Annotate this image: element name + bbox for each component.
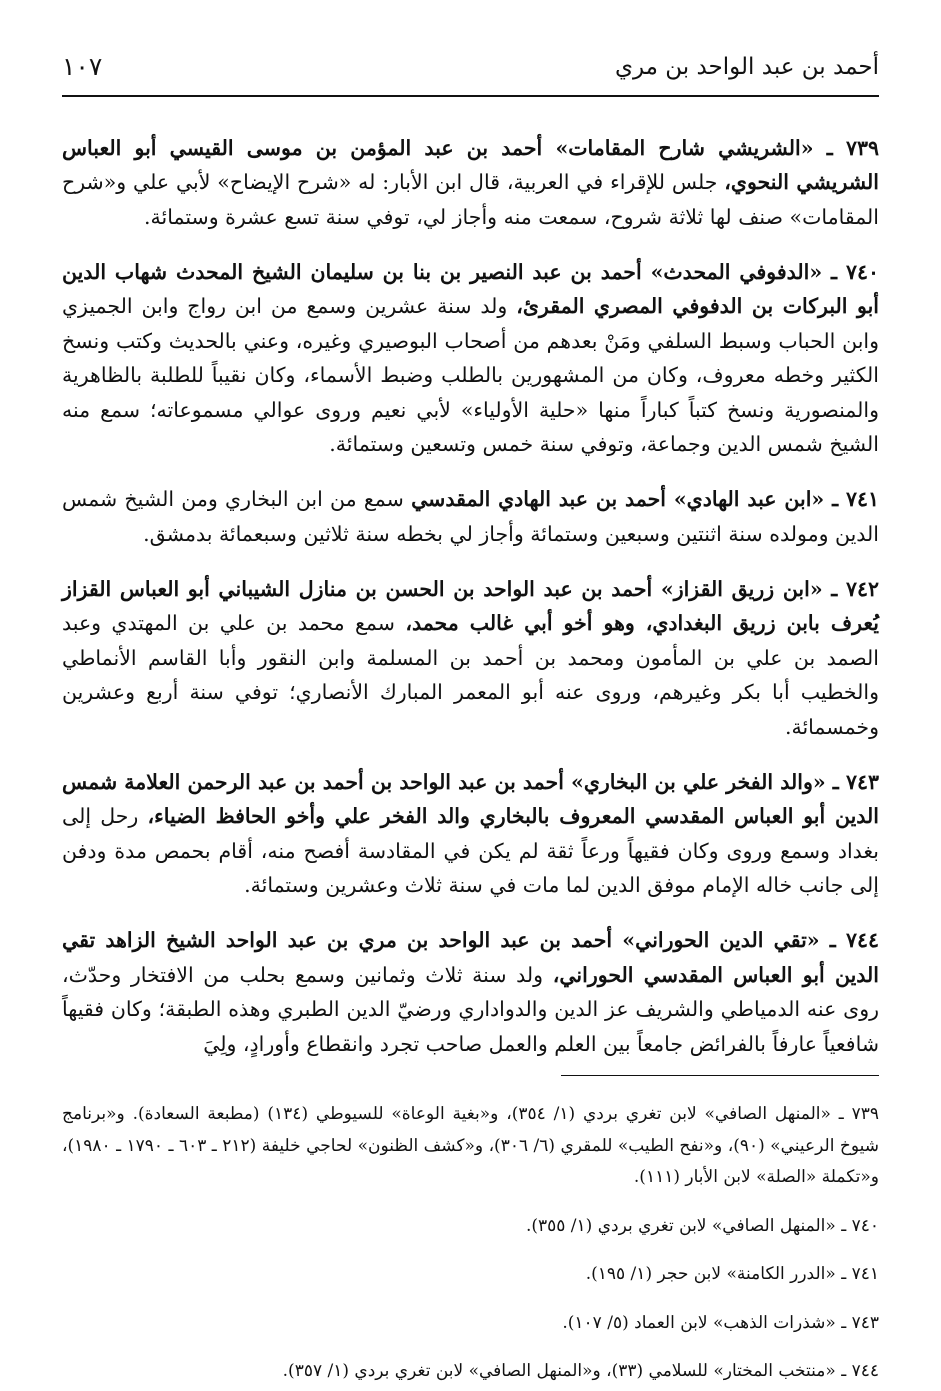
- entry-heading: «ابن عبد الهادي» أحمد بن عبد الهادي المقدسي: [411, 487, 825, 511]
- footnote-number: ٧٤٣: [851, 1312, 879, 1333]
- footnote-text: «منتخب المختار» للسلامي (٣٣)، و«المنهل الصافي» لابن تغري بردي (١/ ٣٥٧).: [282, 1361, 836, 1381]
- entry-text: سمع من ابن البخاري ومن الشيخ شمس الدين ومولده سنة اثنتين وسبعين وستمائة وأجاز لي بخطه سنة ثلاثين وسبعمائة بدمشق.: [62, 487, 879, 546]
- footnote-744: ٧٤٤ ـ «منتخب المختار» للسلامي (٣٣)، و«المنهل الصافي» لابن تغري بردي (١/ ٣٥٧).: [282, 1361, 879, 1381]
- footnotes: [62, 1082, 879, 1391]
- entry-text: جلس للإقراء في العربية، قال ابن الأبار: له «شرح الإيضاح» لأبي علي و«شرح المقامات» صنف لها ثلاثة شروح، سمعت منه وأجاز لي، توفي سنة تسع عشرة وستمائة.: [62, 170, 879, 229]
- entry-heading: «تقي الدين الحوراني» أحمد بن عبد الواحد بن مري بن عبد الواحد الشيخ الزاهد تقي الدين أبو العباس المقدسي الحوراني،: [62, 928, 879, 987]
- footnote-743: ٧٤٣ ـ «شذرات الذهب» لابن العماد (٥/ ١٠٧).: [562, 1312, 879, 1333]
- entry-text: ولد سنة عشرين وسمع من ابن رواج وابن الجميزي وابن الحباب وسبط السلفي ومَنْ بعدهم من أصحاب البوصيري وغيره، وعني بالحديث وكتب ونسخ الكثير وخطه معروف، وكان من المشهورين بالطلب وضبط الأسماء، وكان نقيباً للطلبة بالظاهرية والمنصورية ونسخ كتباً كباراً منها «حلية الأولياء» لأبي نعيم وروى عوالي مسموعاته؛ سمع منه الشيخ شمس الدين وجماعة، وتوفي سنة خمس وتسعين وستمائة.: [62, 294, 879, 456]
- entry-number: ٧٤١: [845, 487, 879, 511]
- entry-number: ٧٣٩: [845, 135, 879, 160]
- entry-741: ٧٤١ ـ «ابن عبد الهادي» أحمد بن عبد الهادي المقدسي سمع من ابن البخاري ومن الشيخ شمس الدين ومولده سنة اثنتين وسبعين وستمائة وأجاز لي بخطه سنة ثلاثين وسبعمائة بدمشق.: [62, 487, 879, 546]
- entry-740: ٧٤٠ ـ «الدفوفي المحدث» أحمد بن عبد النصير بن بنا بن سليمان الشيخ المحدث شهاب الدين أبو البركات بن الدفوفي المصري المقرئ، ولد سنة عشرين وسمع من ابن رواج وابن الجميزي وابن الحباب وسبط السلفي ومَنْ بعدهم من أصحاب البوصيري وغيره، وعني بالحديث وكتب ونسخ الكثير وخطه معروف، وكان من المشهورين بالطلب وضبط الأسماء، وكان نقيباً للطلبة بالظاهرية والمنصورية ونسخ كتباً كباراً منها «حلية الأولياء» لأبي نعيم وروى عوالي مسموعاته؛ سمع منه الشيخ شمس الدين وجماعة، وتوفي سنة خمس وتسعين وستمائة.: [62, 259, 879, 456]
- footnote-741: ٧٤١ ـ «الدرر الكامنة» لابن حجر (١/ ١٩٥).: [585, 1264, 879, 1284]
- footnote-740: ٧٤٠ ـ «المنهل الصافي» لابن تغري بردي (١/ ٣٥٥).: [525, 1215, 879, 1236]
- entry-number: ٧٤٤: [845, 928, 879, 952]
- entry-heading: «الدفوفي المحدث» أحمد بن عبد النصير بن بنا بن سليمان الشيخ المحدث شهاب الدين أبو البركات بن الدفوفي المصري المقرئ،: [62, 259, 879, 318]
- entry-744: ٧٤٤ ـ «تقي الدين الحوراني» أحمد بن عبد الواحد بن مري بن عبد الواحد الشيخ الزاهد تقي الدين أبو العباس المقدسي الحوراني، ولد سنة ثلاث وثمانين وسمع بحلب من الافتخار وحدّث، روى عنه الدمياطي والشريف عز الدين والدواداري ورضيّ الدين الطبري وهذه الطبقة؛ وكان فقيهاً شافعياً عارفاً بالفرائض جامعاً بين العلم والعمل صاحب تجرد وانقطاع وأورادٍ، ولِيَ: [62, 928, 879, 1056]
- footnote-number: ٧٤٠: [851, 1215, 879, 1236]
- entry-number: ٧٤٢: [845, 576, 879, 601]
- running-title: أحمد بن عبد الواحد بن مري: [614, 54, 879, 80]
- header-rule: [62, 95, 879, 97]
- entry-743: ٧٤٣ ـ «والد الفخر علي بن البخاري» أحمد بن عبد الواحد بن أحمد بن عبد الرحمن العلامة شمس الدين أبو العباس المقدسي المعروف بالبخاري والد الفخر علي وأخو الحافظ الضياء، رحل إلى بغداد وسمع وروى وكان فقيهاً ورعاً ثقة لم يكن في المقادسة أفصح منه، أقام بحمص مدة ودفن إلى جانب خاله الإمام موفق الدين لما مات في سنة ثلاث وعشرين وستمائة.: [62, 769, 879, 897]
- footnote-number: ٧٣٩: [851, 1104, 879, 1124]
- footnote-text: «شذرات الذهب» لابن العماد (٥/ ١٠٧).: [562, 1312, 836, 1333]
- entry-text: رحل إلى بغداد وسمع وروى وكان فقيهاً ورعاً ثقة لم يكن في المقادسة أفصح منه، أقام بحمص مدة ودفن إلى جانب خاله الإمام موفق الدين لما مات في سنة ثلاث وعشرين وستمائة.: [62, 804, 879, 897]
- entry-number: ٧٤٣: [845, 769, 879, 794]
- entry-text: سمع محمد بن علي بن المهتدي وعبد الصمد بن علي بن المأمون ومحمد بن أحمد بن المسلمة وابن النقور وأبا القاسم الأنماطي والخطيب أبا بكر وغيرهم، وروى عنه أبو المعمر المبارك الأنصاري؛ توفي سنة أربع وعشرين وخمسمائة.: [62, 611, 879, 739]
- footnote-text: «الدرر الكامنة» لابن حجر (١/ ١٩٥).: [585, 1264, 836, 1284]
- entry-heading: «الشريشي شارح المقامات» أحمد بن عبد المؤمن بن موسى القيسي أبو العباس الشريشي النحوي،: [62, 135, 879, 194]
- footnote-number: ٧٤٤: [851, 1361, 879, 1381]
- entry-number: ٧٤٠: [845, 259, 879, 284]
- entry-739: ٧٣٩ ـ «الشريشي شارح المقامات» أحمد بن عبد المؤمن بن موسى القيسي أبو العباس الشريشي النحوي، جلس للإقراء في العربية، قال ابن الأبار: له «شرح الإيضاح» لأبي علي و«شرح المقامات» صنف لها ثلاثة شروح، سمعت منه وأجاز لي، توفي سنة تسع عشرة وستمائة.: [62, 135, 879, 229]
- page-number: ١٠٧: [62, 52, 103, 81]
- entry-heading: «ابن زريق القزاز» أحمد بن عبد الواحد بن الحسن بن منازل الشيباني أبو العباس القزاز يُعرف بابن زريق البغدادي، وهو أخو أبي غالب محمد،: [62, 576, 879, 635]
- entry-text: ولد سنة ثلاث وثمانين وسمع بحلب من الافتخار وحدّث، روى عنه الدمياطي والشريف عز الدين والدواداري ورضيّ الدين الطبري وهذه الطبقة؛ وكان فقيهاً شافعياً عارفاً بالفرائض جامعاً بين العلم والعمل صاحب تجرد وانقطاع وأورادٍ، ولِيَ: [62, 962, 879, 1056]
- footnote-number: ٧٤١: [851, 1264, 879, 1284]
- footnote-rule: [561, 1075, 879, 1076]
- footnote-text: «المنهل الصافي» لابن تغري بردي (١/ ٣٥٤)، و«بغية الوعاة» للسيوطي (١٣٤) (مطبعة السعادة). و«برنامج شيوخ الرعيني» (٩٠)، و«نفح الطيب» للمقري (٦/ ٣٠٦)، و«كشف الظنون» لحاجي خليفة (٢١٢ ـ ٦٠٣ ـ ١٧٩٠ ـ ١٩٨٠)، و«تكملة «الصلة» لابن الأبار (١١١).: [62, 1104, 880, 1187]
- entry-742: ٧٤٢ ـ «ابن زريق القزاز» أحمد بن عبد الواحد بن الحسن بن منازل الشيباني أبو العباس القزاز يُعرف بابن زريق البغدادي، وهو أخو أبي غالب محمد، سمع محمد بن علي بن المهتدي وعبد الصمد بن علي بن المأمون ومحمد بن أحمد بن المسلمة وابن النقور وأبا القاسم الأنماطي والخطيب أبا بكر وغيرهم، وروى عنه أبو المعمر المبارك الأنصاري؛ توفي سنة أربع وعشرين وخمسمائة.: [62, 576, 879, 739]
- page-header: [62, 48, 879, 90]
- footnote-739: ٧٣٩ ـ «المنهل الصافي» لابن تغري بردي (١/ ٣٥٤)، و«بغية الوعاة» للسيوطي (١٣٤) (مطبعة السعادة). و«برنامج شيوخ الرعيني» (٩٠)، و«نفح الطيب» للمقري (٦/ ٣٠٦)، و«كشف الظنون» لحاجي خليفة (٢١٢ ـ ٦٠٣ ـ ١٧٩٠ ـ ١٩٨٠)، و«تكملة «الصلة» لابن الأبار (١١١).: [62, 1104, 880, 1187]
- entry-heading: «والد الفخر علي بن البخاري» أحمد بن عبد الواحد بن أحمد بن عبد الرحمن العلامة شمس الدين أبو العباس المقدسي المعروف بالبخاري والد الفخر علي وأخو الحافظ الضياء،: [62, 769, 879, 828]
- footnote-text: «المنهل الصافي» لابن تغري بردي (١/ ٣٥٥).: [525, 1215, 836, 1236]
- main-text: [62, 110, 879, 1067]
